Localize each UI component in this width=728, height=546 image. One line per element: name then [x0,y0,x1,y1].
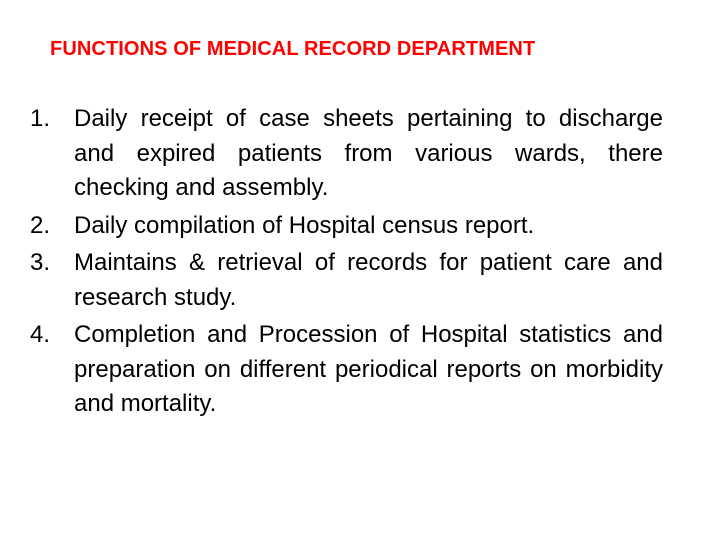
list-item-number: 4. [30,321,51,348]
slide-title: FUNCTIONS OF MEDICAL RECORD DEPARTMENT [50,38,536,60]
list-item-text: Daily receipt of case sheets pertaining to discharge and expired patients from various wards, there checking and assembly. [74,105,663,201]
list-item [0,318,663,422]
list-item-text: Maintains & retrieval of records for patient care and research study. [74,249,663,311]
list-item-number: 1. [30,105,51,132]
functions-list [0,102,663,425]
list-item [0,209,663,244]
list-item-number: 3. [30,249,51,276]
list-item-text: Completion and Procession of Hospital statistics and preparation on different periodical reports on morbidity and mortality. [74,321,663,417]
list-item [0,102,663,206]
list-item [0,246,663,315]
list-item-text: Daily compilation of Hospital census report. [74,211,535,239]
list-item-number: 2. [30,211,51,239]
